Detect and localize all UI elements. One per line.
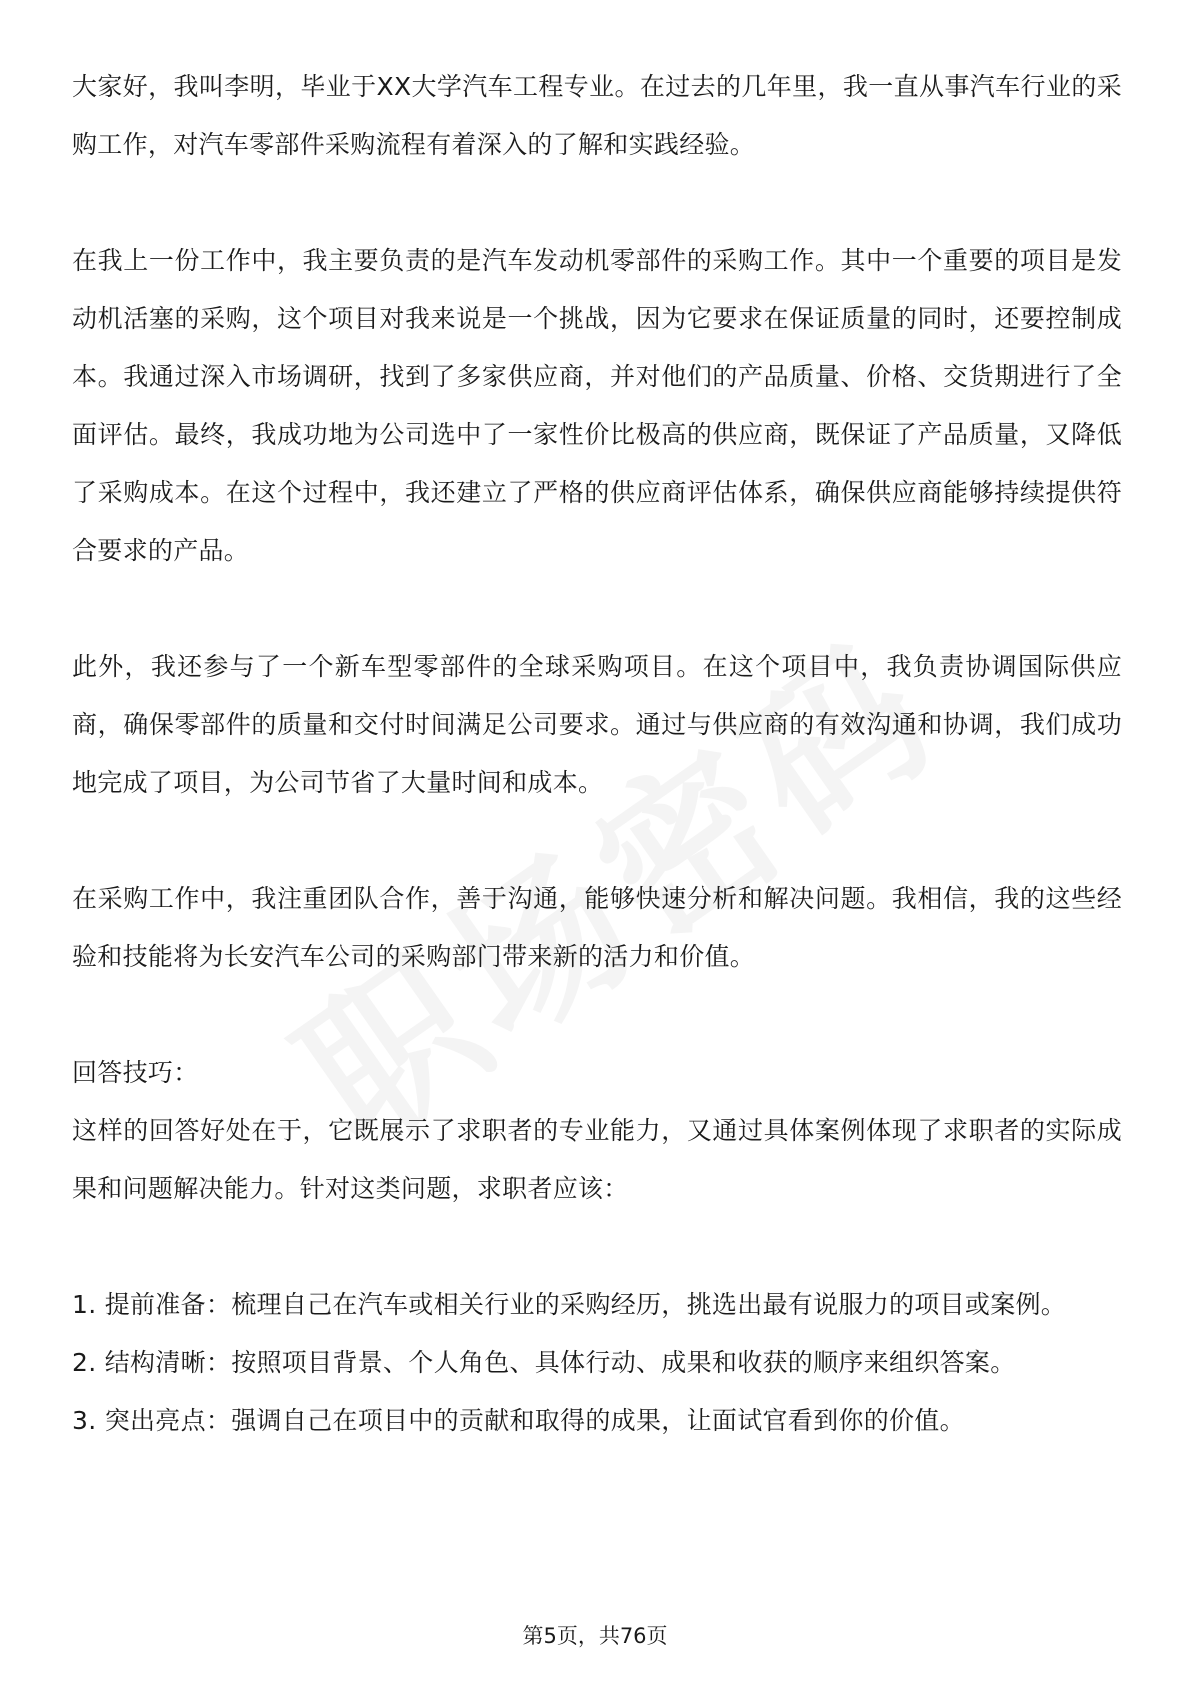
- tip-item-3: 3. 突出亮点：强调自己在项目中的贡献和取得的成果，让面试官看到你的价值。: [72, 1406, 965, 1435]
- tip-item-1: 1. 提前准备：梳理自己在汽车或相关行业的采购经历，挑选出最有说服力的项目或案例。: [72, 1290, 1067, 1319]
- document-body: [72, 58, 1122, 1450]
- paragraph-intro: 大家好，我叫李明，毕业于XX大学汽车工程专业。在过去的几年里，我一直从事汽车行业的采购工作，对汽车零部件采购流程有着深入的了解和实践经验。: [72, 72, 1122, 159]
- tips-heading: 回答技巧：: [72, 1058, 199, 1087]
- paragraph-project-piston: 在我上一份工作中，我主要负责的是汽车发动机零部件的采购工作。其中一个重要的项目是发动机活塞的采购，这个项目对我来说是一个挑战，因为它要求在保证质量的同时，还要控制成本。我通过深入市场调研，找到了多家供应商，并对他们的产品质量、价格、交货期进行了全面评估。最终，我成功地为公司选中了一家性价比极高的供应商，既保证了产品质量，又降低了采购成本。在这个过程中，我还建立了严格的供应商评估体系，确保供应商能够持续提供符合要求的产品。: [72, 246, 1122, 565]
- tip-item-2: 2. 结构清晰：按照项目背景、个人角色、具体行动、成果和收获的顺序来组织答案。: [72, 1348, 1016, 1377]
- tips-intro: 这样的回答好处在于，它既展示了求职者的专业能力，又通过具体案例体现了求职者的实际成果和问题解决能力。针对这类问题，求职者应该：: [72, 1116, 1122, 1203]
- page-number: 第5页，共76页: [522, 1624, 668, 1648]
- paragraph-closing: 在采购工作中，我注重团队合作，善于沟通，能够快速分析和解决问题。我相信，我的这些经验和技能将为长安汽车公司的采购部门带来新的活力和价值。: [72, 884, 1122, 971]
- paragraph-project-global: 此外，我还参与了一个新车型零部件的全球采购项目。在这个项目中，我负责协调国际供应商，确保零部件的质量和交付时间满足公司要求。通过与供应商的有效沟通和协调，我们成功地完成了项目，为公司节省了大量时间和成本。: [72, 652, 1122, 797]
